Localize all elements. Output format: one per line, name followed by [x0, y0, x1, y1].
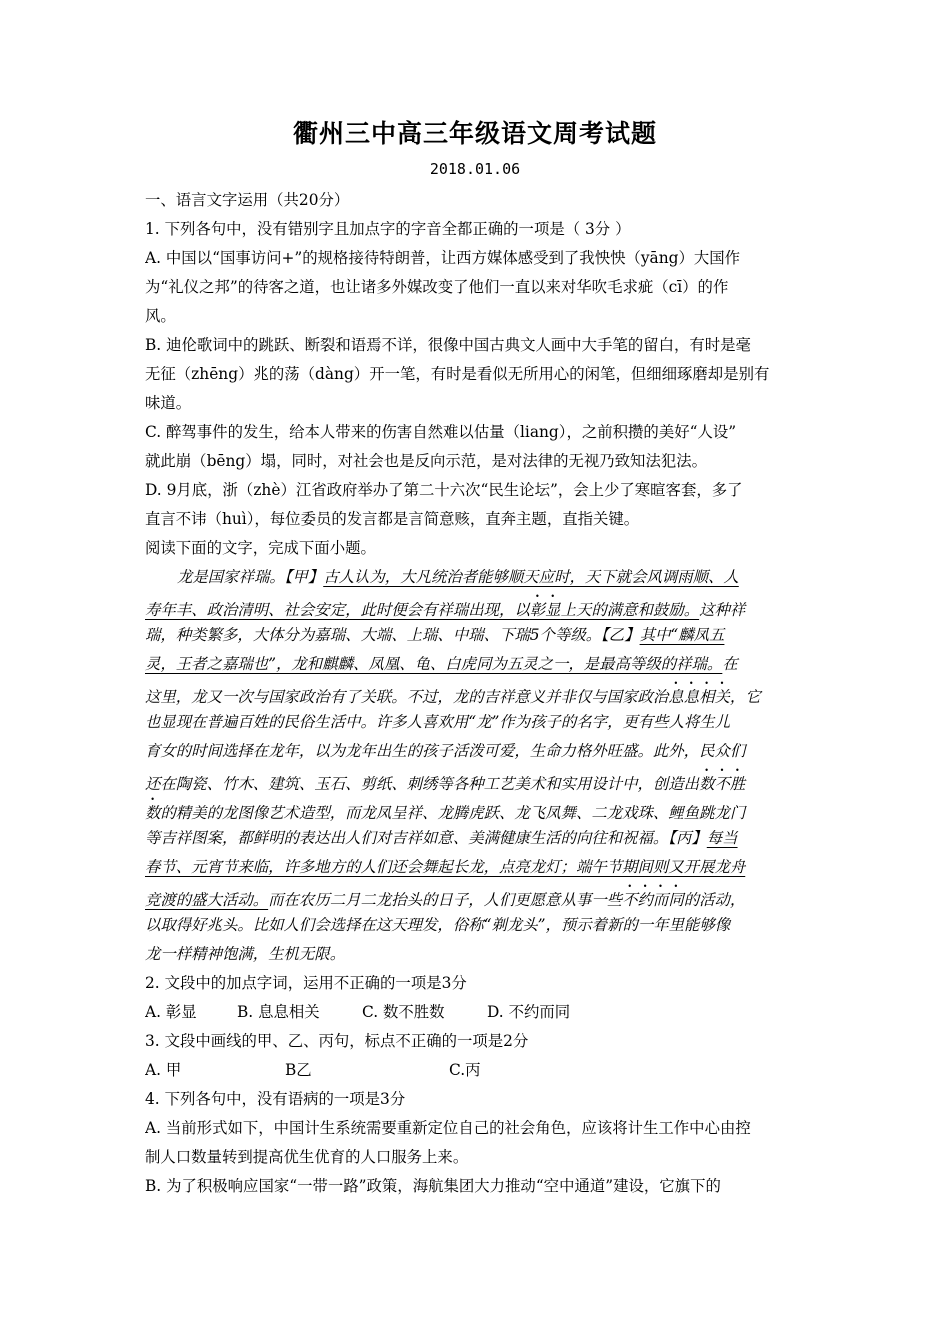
question-4-stem: 4. 下列各句中，没有语病的一项是3分 [145, 1090, 406, 1108]
q2-option-c: C. 数不胜数 [362, 1003, 445, 1021]
passage-line: 竞渡的盛大活动。而在农历二月二龙抬头的日子，人们更愿意从事一些不约而同的活动， [145, 891, 746, 909]
q4-option-b-line-1: B. 为了积极响应国家“一带一路”政策，海航集团大力推动“空中通道”建设，它旗下的 [145, 1177, 721, 1195]
question-3-options [145, 1056, 810, 1085]
dotted-word: 不约而同 [622, 891, 684, 909]
underlined-sentence-bing: 每当 [706, 829, 738, 847]
passage-line: 等吉祥图案，都鲜明的表达出人们对吉祥如意、美满健康生活的向往和祝福。【丙】每当 [145, 829, 738, 847]
q3-option-b: B乙 [285, 1061, 312, 1079]
passage-line: 以取得好兆头。比如人们会选择在这天理发，俗称“剃龙头”，预示着新的一年里能够像 [145, 916, 731, 934]
underlined-sentence-jia: 古人认为，大凡统治者能够顺天应时，天下就会风调雨顺、人 [323, 568, 739, 586]
q1-option-b-line-3: 味道。 [145, 394, 192, 412]
q3-option-a: A. 甲 [145, 1061, 182, 1079]
section-heading: 一、语言文字运用（共20分） [145, 191, 350, 209]
passage-line: 还在陶瓷、竹木、建筑、玉石、剪纸、刺绣等各种工艺美术和实用设计中，创造出数不胜 [145, 775, 746, 793]
q1-option-a-line-3: 风。 [145, 307, 176, 325]
q1-option-d-line-2: 直言不讳（huì），每位委员的发言都是言简意赅，直奔主题，直指关键。 [145, 510, 640, 528]
dotted-word: 数不胜 [699, 775, 746, 793]
exam-body [145, 186, 810, 1201]
passage-line: 瑞，种类繁多，大体分为嘉瑞、大端、上瑞、中瑞、下瑞5个等级。【乙】其中“麟凤五 [145, 626, 725, 644]
passage-line: 也显现在普遍百姓的民俗生活中。许多人喜欢用“龙”作为孩子的名字，更有些人将生儿 [145, 713, 731, 731]
passage-line: 龙是国家祥瑞。【甲】古人认为，大凡统治者能够顺天应时，天下就会风调雨顺、人 [177, 568, 739, 586]
q1-option-d-line-1: D. 9月底，浙（zhè）江省政府举办了第二十六次“民生论坛”，会上少了寒暄客套，多了 [145, 481, 743, 499]
exam-date: 2018.01.06 [429, 160, 521, 178]
passage-line: 灵，王者之嘉瑞也”，龙和麒麟、凤凰、龟、白虎同为五灵之一，是最高等级的祥瑞。在 [145, 655, 738, 673]
dotted-word: 息息相关 [668, 688, 730, 706]
q1-option-c-line-1: C. 醉驾事件的发生，给本人带来的伤害自然难以估量（liang），之前积攒的美好“人设” [145, 423, 737, 441]
passage-line: 龙一样精神饱满，生机无限。 [145, 945, 346, 963]
q1-option-b-line-1: B. 迪伦歌词中的跳跃、断裂和语焉不详，很像中国古典文人画中大手笔的留白，有时是毫 [145, 336, 751, 354]
q2-option-d: D. 不约而同 [487, 1003, 571, 1021]
passage-line: 育女的时间选择在龙年，以为龙年出生的孩子活泼可爱，生命力格外旺盛。此外，民众们 [145, 742, 746, 760]
q1-option-b-line-2: 无征（zhēng）兆的荡（dàng）开一笔，有时是看似无所用心的闲笔，但细细琢磨却是别有 [145, 365, 770, 383]
passage-line: 寿年丰、政治清明、社会安定，此时便会有祥瑞出现，以彰显上天的满意和鼓励。这种祥 [145, 601, 746, 619]
q4-option-a-line-1: A. 当前形式如下，中国计生系统需要重新定位自己的社会角色，应该将计生工作中心由控 [145, 1119, 751, 1137]
question-2-options [145, 998, 810, 1027]
dotted-word: 彰显 [529, 601, 561, 619]
reading-passage [145, 563, 810, 969]
q2-option-b: B. 息息相关 [237, 1003, 320, 1021]
q4-option-a-line-2: 制人口数量转到提高优生优育的人口服务上来。 [145, 1148, 469, 1166]
question-1-stem: 1. 下列各句中，没有错别字且加点字的字音全都正确的一项是（ 3分 ） [145, 220, 631, 238]
underlined-sentence-yi: 其中“麟凤五 [639, 626, 725, 644]
reading-instruction: 阅读下面的文字，完成下面小题。 [145, 539, 376, 557]
q1-option-c-line-2: 就此崩（bēng）塌，同时，对社会也是反向示范，是对法律的无视乃致知法犯法。 [145, 452, 708, 470]
q3-option-c: C.丙 [449, 1061, 481, 1079]
exam-title: 衢州三中高三年级语文周考试题 [292, 119, 657, 148]
question-2-stem: 2. 文段中的加点字词，运用不正确的一项是3分 [145, 974, 467, 992]
q1-option-a-line-2: 为“礼仪之邦”的待客之道，也让诸多外媒改变了他们一直以来对华吹毛求疵（cī）的作 [145, 278, 729, 296]
question-3-stem: 3. 文段中画线的甲、乙、丙句，标点不正确的一项是2分 [145, 1032, 529, 1050]
q1-option-a-line-1: A. 中国以“国事访问+”的规格接待特朗普，让西方媒体感受到了我怏怏（yāng）大国作 [145, 249, 741, 267]
passage-line: 这里，龙又一次与国家政治有了关联。不过，龙的吉祥意义并非仅与国家政治息息相关，它 [145, 688, 761, 706]
q2-option-a: A. 彰显 [145, 1003, 197, 1021]
passage-line: 数的精美的龙图像艺术造型，而龙凤呈祥、龙腾虎跃、龙飞凤舞、二龙戏珠、鲤鱼跳龙门 [145, 804, 746, 822]
passage-line: 春节、元宵节来临，许多地方的人们还会舞起长龙，点亮龙灯；端午节期间则又开展龙舟 [145, 858, 746, 876]
